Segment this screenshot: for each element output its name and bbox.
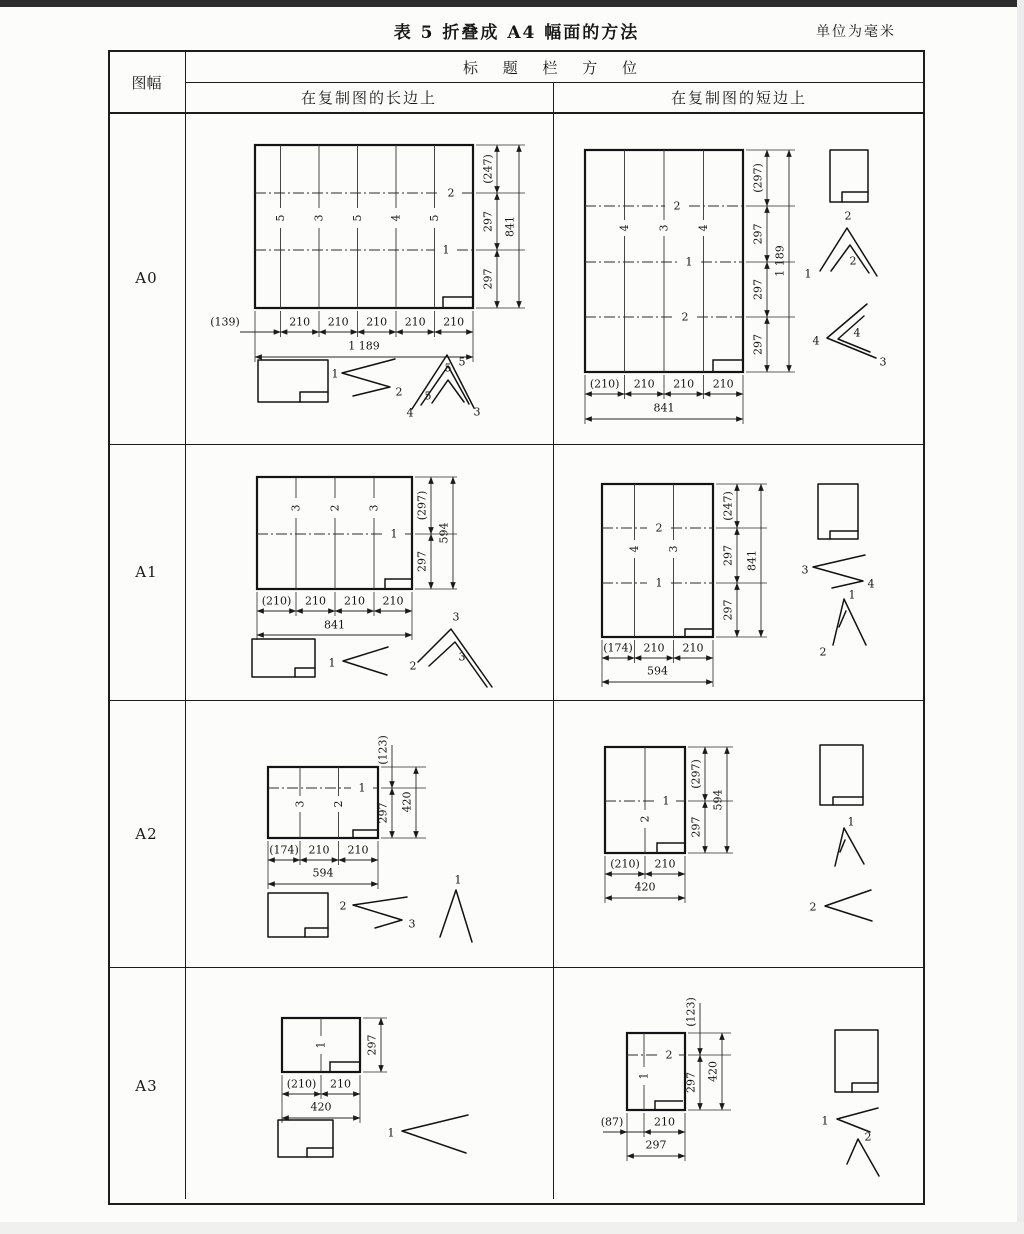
diagram-a3-long-edge bbox=[185, 967, 555, 1205]
fold-label: 4 bbox=[389, 214, 403, 222]
step-label: 3 bbox=[408, 917, 416, 931]
fold-label: 2 bbox=[328, 504, 342, 512]
side-dimensions bbox=[716, 484, 767, 637]
step-label: 3 bbox=[458, 650, 466, 664]
dim-label: (123) bbox=[376, 735, 390, 765]
dim-label: 210 bbox=[404, 315, 426, 329]
dim-label: 210 bbox=[682, 641, 704, 655]
dim-label: 210 bbox=[366, 315, 388, 329]
side-dimensions bbox=[746, 150, 795, 372]
dim-label: (297) bbox=[689, 759, 703, 789]
dim-label: (123) bbox=[684, 997, 698, 1027]
fold-step-figures bbox=[278, 1115, 468, 1157]
unit-note: 单位为毫米 bbox=[816, 24, 896, 40]
total-dim-label: 841 bbox=[745, 550, 759, 571]
bottom-dimensions bbox=[282, 1075, 360, 1123]
total-dim-label: 841 bbox=[503, 216, 517, 237]
fold-label: 3 bbox=[667, 545, 680, 553]
dim-label: 297 bbox=[376, 802, 390, 824]
dim-label: 210 bbox=[673, 377, 695, 391]
fold-lines bbox=[315, 1018, 328, 1072]
bottom-dimensions bbox=[605, 856, 685, 903]
fold-label: 2 bbox=[655, 521, 663, 535]
side-dimensions bbox=[363, 1018, 387, 1072]
step-label: 3 bbox=[879, 355, 887, 369]
dim-label: 210 bbox=[654, 1115, 675, 1129]
dim-label: 210 bbox=[344, 594, 365, 608]
bottom-dimensions bbox=[257, 592, 412, 640]
dim-label: (174) bbox=[603, 641, 633, 655]
fold-lines bbox=[602, 484, 713, 637]
step-label: 4 bbox=[406, 406, 414, 420]
short-edge-header: 在复制图的短边上 bbox=[670, 88, 807, 107]
dim-label: 210 bbox=[712, 377, 734, 391]
step-label: 3 bbox=[801, 563, 809, 577]
dim-label: 210 bbox=[330, 1077, 351, 1091]
step-label: 3 bbox=[473, 405, 481, 419]
corner-header: 图幅 bbox=[131, 73, 162, 92]
step-label: 1 bbox=[331, 367, 339, 381]
fold-label: 2 bbox=[673, 199, 681, 213]
dim-label: 210 bbox=[327, 315, 349, 329]
row-label-a2: A2 bbox=[135, 824, 158, 843]
fold-label: 1 bbox=[685, 255, 693, 269]
total-dim-label: 420 bbox=[634, 880, 656, 894]
fold-step-figures bbox=[822, 1030, 880, 1176]
fold-label: 2 bbox=[681, 310, 689, 324]
total-dim-label: 594 bbox=[437, 522, 451, 544]
step-label: 1 bbox=[454, 873, 462, 887]
step-label: 5 bbox=[424, 389, 432, 403]
step-label: 2 bbox=[409, 659, 417, 673]
dim-label: 297 bbox=[721, 599, 735, 621]
diagram-a2-long-edge bbox=[185, 700, 555, 967]
total-dim-label: 420 bbox=[400, 791, 414, 813]
dim-label: (174) bbox=[269, 843, 299, 857]
dim-label: 297 bbox=[415, 551, 429, 572]
side-dimensions bbox=[377, 735, 427, 838]
fold-step-figures bbox=[802, 484, 875, 659]
fold-lines bbox=[268, 767, 378, 838]
fold-label: 1 bbox=[358, 781, 366, 795]
step-label: 2 bbox=[339, 899, 347, 913]
row-label-a3: A3 bbox=[135, 1077, 158, 1095]
fold-label: 4 bbox=[697, 224, 710, 232]
row-label-a1: A1 bbox=[135, 563, 158, 581]
total-dim-label: 297 bbox=[365, 1034, 379, 1056]
sheet-outline bbox=[255, 145, 473, 308]
dim-label: (87) bbox=[600, 1115, 624, 1129]
fold-label: 1 bbox=[662, 794, 670, 808]
bottom-dimensions bbox=[585, 375, 743, 424]
fold-step-figures bbox=[252, 611, 492, 688]
fold-label: 1 bbox=[314, 1041, 328, 1049]
fold-lines bbox=[257, 477, 412, 589]
fold-label: 4 bbox=[628, 545, 641, 553]
scan-edge-top bbox=[0, 0, 1024, 7]
bottom-dimensions bbox=[210, 311, 473, 362]
side-dimensions bbox=[476, 145, 525, 308]
dim-label: (210) bbox=[610, 857, 640, 871]
dim-label: 297 bbox=[481, 268, 495, 290]
fold-step-figures bbox=[258, 355, 481, 420]
fold-label: 1 bbox=[442, 243, 450, 257]
dim-label: (210) bbox=[286, 1077, 317, 1091]
dim-label: 297 bbox=[721, 545, 735, 566]
dim-label: 210 bbox=[289, 315, 311, 329]
diagram-a1-long-edge bbox=[185, 444, 555, 700]
scan-edge-bottom bbox=[0, 1222, 1024, 1234]
fold-label: 4 bbox=[618, 224, 631, 232]
fold-label: 3 bbox=[289, 504, 303, 512]
dim-label: 210 bbox=[633, 377, 655, 391]
dim-label: (247) bbox=[721, 491, 735, 521]
step-label: 5 bbox=[444, 361, 452, 375]
dim-label: 210 bbox=[308, 843, 330, 857]
total-dim-label: 594 bbox=[312, 866, 334, 880]
fold-label: 5 bbox=[351, 214, 364, 222]
dim-label: 297 bbox=[684, 1072, 698, 1093]
step-label: 1 bbox=[328, 656, 336, 670]
side-dimensions bbox=[688, 747, 733, 853]
diagram-a0-short-edge bbox=[555, 112, 925, 443]
dim-label: 210 bbox=[443, 315, 465, 329]
dim-label: (247) bbox=[481, 154, 495, 184]
dim-label: (210) bbox=[589, 377, 620, 391]
fold-label: 1 bbox=[655, 576, 663, 590]
step-label: 4 bbox=[867, 577, 875, 591]
fold-label: 5 bbox=[428, 214, 441, 222]
total-dim-label: 1 189 bbox=[348, 339, 380, 353]
fold-label: 1 bbox=[390, 527, 398, 541]
total-dim-label: 841 bbox=[324, 618, 345, 632]
total-dim-label: 1 189 bbox=[773, 245, 787, 277]
dim-label: 210 bbox=[347, 843, 369, 857]
step-label: 2 bbox=[864, 1130, 872, 1144]
dim-label: 210 bbox=[305, 594, 326, 608]
total-dim-label: 594 bbox=[711, 789, 725, 811]
step-label: 2 bbox=[809, 900, 817, 914]
step-label: 2 bbox=[395, 385, 403, 399]
total-dim-label: 594 bbox=[647, 664, 668, 678]
diagram-a3-short-edge bbox=[555, 967, 925, 1205]
dim-label: 297 bbox=[689, 816, 703, 838]
step-label: 4 bbox=[812, 334, 820, 348]
sheet-outline bbox=[627, 1033, 685, 1110]
fold-label: 2 bbox=[638, 815, 652, 823]
dim-label: 210 bbox=[382, 594, 404, 608]
fold-label: 5 bbox=[274, 214, 287, 222]
diagram-a0-long-edge bbox=[185, 112, 555, 443]
title-block-header: 标 题 栏 方 位 bbox=[462, 58, 648, 77]
dim-label: (297) bbox=[751, 163, 765, 193]
step-label: 1 bbox=[821, 1114, 829, 1128]
step-label: 1 bbox=[804, 267, 812, 281]
bottom-dimensions bbox=[602, 640, 713, 687]
step-label: 2 bbox=[819, 645, 827, 659]
total-dim-label: 841 bbox=[653, 401, 675, 415]
fold-label: 3 bbox=[657, 224, 671, 232]
row-label-a0: A0 bbox=[135, 269, 158, 287]
fold-label: 3 bbox=[367, 504, 381, 512]
dim-label: 297 bbox=[751, 334, 765, 355]
total-dim-label: 420 bbox=[310, 1100, 332, 1114]
dim-label: 297 bbox=[751, 223, 765, 245]
sheet-outline bbox=[257, 477, 412, 589]
fold-step-figures bbox=[810, 745, 873, 921]
fold-label: 2 bbox=[447, 186, 455, 200]
sheet-outline bbox=[602, 484, 713, 637]
step-label: 2 bbox=[844, 209, 852, 223]
step-label: 1 bbox=[847, 815, 855, 829]
fold-lines bbox=[255, 145, 473, 308]
dim-label: (139) bbox=[210, 315, 240, 329]
step-label: 2 bbox=[849, 254, 857, 268]
dim-label: 297 bbox=[751, 279, 765, 300]
total-dim-label: 420 bbox=[706, 1061, 720, 1082]
dim-label: 210 bbox=[654, 857, 676, 871]
scan-edge-right bbox=[1017, 0, 1024, 1234]
fold-lines bbox=[627, 1033, 685, 1110]
fold-label: 2 bbox=[332, 800, 345, 808]
step-label: 4 bbox=[853, 326, 861, 340]
fold-label: 1 bbox=[637, 1072, 651, 1080]
step-label: 3 bbox=[452, 610, 460, 624]
fold-lines bbox=[605, 747, 685, 853]
dim-label: 297 bbox=[481, 211, 495, 232]
side-dimensions bbox=[685, 997, 732, 1110]
table-title: 表 5 折叠成 A4 幅面的方法 bbox=[393, 23, 640, 43]
diagram-a1-short-edge bbox=[555, 444, 925, 700]
fold-label: 2 bbox=[665, 1048, 673, 1062]
fold-label: 3 bbox=[293, 800, 307, 808]
sheet-outline bbox=[268, 767, 378, 838]
total-dim-label: 297 bbox=[645, 1138, 667, 1152]
step-label: 1 bbox=[848, 588, 856, 602]
fold-lines bbox=[585, 150, 743, 372]
bottom-dimensions bbox=[601, 1113, 685, 1161]
fold-label: 3 bbox=[312, 214, 326, 222]
side-dimensions bbox=[415, 477, 457, 589]
dim-label: 210 bbox=[643, 641, 665, 655]
step-label: 5 bbox=[458, 355, 466, 369]
fold-step-figures bbox=[805, 150, 887, 369]
step-label: 1 bbox=[387, 1126, 395, 1140]
dim-label: (210) bbox=[261, 594, 292, 608]
diagram-a2-short-edge bbox=[555, 700, 925, 967]
long-edge-header: 在复制图的长边上 bbox=[300, 88, 437, 107]
bottom-dimensions bbox=[268, 841, 378, 889]
dim-label: (297) bbox=[415, 490, 429, 521]
